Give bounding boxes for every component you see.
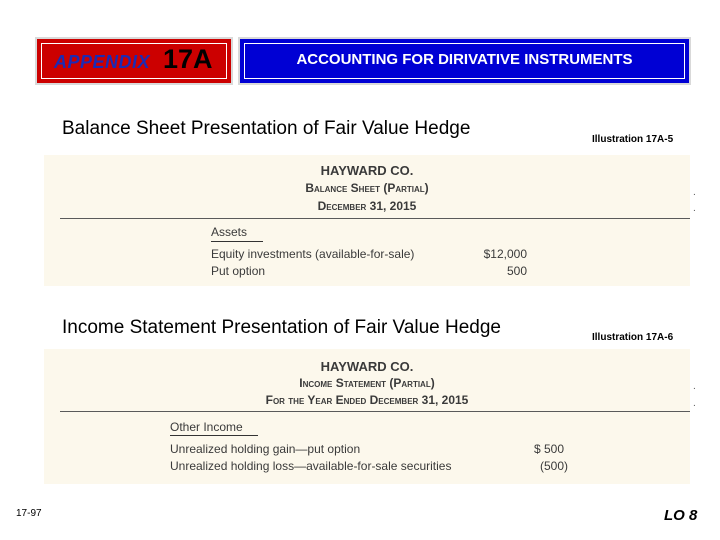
edge-mark: . xyxy=(693,381,696,392)
balance-sheet-statement-title: Balance Sheet (Partial) xyxy=(305,181,429,195)
balance-sheet-heading: Balance Sheet Presentation of Fair Value Hedge xyxy=(62,118,471,139)
balance-sheet-header-rule xyxy=(60,218,690,219)
edge-mark: . xyxy=(693,187,696,198)
income-statement-row-label: Unrealized holding gain—put option xyxy=(170,442,361,456)
group-label-underline xyxy=(211,241,263,242)
balance-sheet-panel xyxy=(44,155,690,286)
income-statement-header-rule xyxy=(60,411,690,412)
balance-sheet-row-value: $12,000 xyxy=(483,247,527,261)
page-title: ACCOUNTING FOR DIRIVATIVE INSTRUMENTS xyxy=(296,51,633,68)
income-statement-company: HAYWARD CO. xyxy=(320,359,414,374)
learning-objective: LO 8 xyxy=(664,507,698,524)
income-statement-period: For the Year Ended December 31, 2015 xyxy=(265,393,469,407)
balance-sheet-row-label: Put option xyxy=(211,264,266,278)
page-number: 17-97 xyxy=(16,508,42,519)
balance-sheet-group-label: Assets xyxy=(211,225,248,239)
balance-sheet-date: December 31, 2015 xyxy=(317,199,417,213)
income-statement-row-value: $ 500 xyxy=(533,442,564,456)
income-statement-row-label: Unrealized holding loss—available-for-sale securities xyxy=(170,459,452,473)
edge-mark: . xyxy=(693,203,696,214)
appendix-label: APPENDIX xyxy=(54,52,151,72)
balance-sheet-row-value: 500 xyxy=(506,264,527,278)
income-statement-row-value: (500) xyxy=(539,459,568,473)
appendix-number: 17A xyxy=(163,44,213,74)
income-statement-heading: Income Statement Presentation of Fair Value Hedge xyxy=(62,317,502,338)
balance-sheet-row-label: Equity investments (available-for-sale) xyxy=(211,247,415,261)
income-statement-panel xyxy=(44,349,690,484)
edge-mark: . xyxy=(693,398,696,409)
balance-sheet-company: HAYWARD CO. xyxy=(320,163,414,178)
group-label-underline xyxy=(170,435,258,436)
income-statement-group-label: Other Income xyxy=(170,420,243,434)
balance-sheet-illustration-label: Illustration 17A-5 xyxy=(592,134,674,145)
income-statement-illustration-label: Illustration 17A-6 xyxy=(592,332,674,343)
income-statement-title: Income Statement (Partial) xyxy=(299,376,435,390)
